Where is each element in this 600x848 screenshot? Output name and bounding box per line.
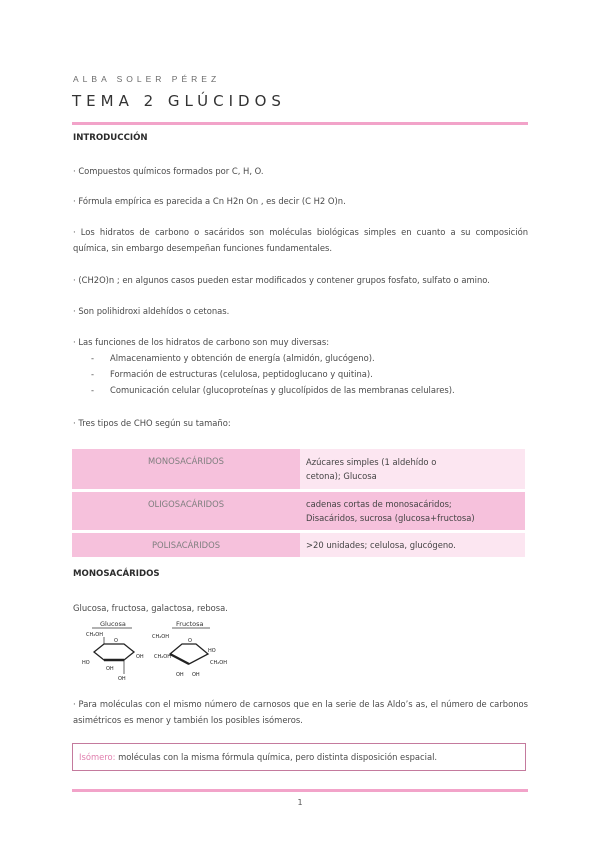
mono-paragraph: · Para moléculas con el mismo número de carnosos que en la serie de las Aldo’s as, el número de carbonos asimétricos es menor y también los posibles isómeros. — [73, 699, 528, 725]
isomer-term: Isómero: — [79, 752, 116, 762]
bottom-divider — [72, 789, 528, 792]
page-number: 1 — [297, 798, 303, 807]
sugar-structures-figure — [80, 618, 240, 688]
fructose-oh: OH — [176, 672, 184, 678]
cho-types-table — [72, 446, 525, 560]
table-row — [72, 492, 525, 530]
table-cell-desc: Azúcares simples (1 aldehído o cetona); Glucosa — [300, 449, 525, 489]
mono-heading: MONOSACÁRIDOS — [73, 569, 160, 579]
intro-paragraph: · Los hidratos de carbono o sacáridos son moléculas biológicas simples en cuanto a su composición química, sin embargo desempeñan funciones fundamentales. — [73, 227, 528, 253]
list-item: - Formación de estructuras (celulosa, peptidoglucano y quitina). — [91, 369, 373, 379]
table-cell-desc: cadenas cortas de monosacáridos; Disacáridos, sucrosa (glucosa+fructosa) — [300, 492, 525, 530]
glucose-oh: OH — [118, 676, 126, 682]
page-title: TEMA 2 GLÚCIDOS — [72, 92, 286, 110]
intro-paragraph: · Son polihidroxi aldehídos o cetonas. — [73, 306, 230, 316]
mono-paragraph: Glucosa, fructosa, galactosa, rebosa. — [73, 603, 228, 613]
table-row — [72, 533, 525, 557]
intro-paragraph: · Fórmula empírica es parecida a Cn H2n On , es decir (C H2 O)n. — [73, 196, 346, 206]
intro-paragraph: · Compuestos químicos formados por C, H, O. — [73, 166, 264, 176]
author-name: ALBA SOLER PÉREZ — [73, 74, 221, 84]
list-item: - Comunicación celular (glucoproteínas y glucolípidos de las membranas celulares). — [91, 385, 455, 395]
intro-paragraph: · Tres tipos de CHO según su tamaño: — [73, 418, 231, 428]
glucose-ring — [94, 644, 134, 660]
intro-paragraph: · Las funciones de los hidratos de carbono son muy diversas: — [73, 337, 330, 347]
glucose-oh: HO — [82, 660, 90, 666]
fructose-oh: HO — [208, 648, 216, 654]
table-cell-name: OLIGOSACÁRIDOS — [72, 492, 300, 530]
functions-list — [91, 350, 455, 398]
fructose-ch2oh: CH₂OH — [154, 654, 171, 660]
top-divider — [72, 122, 528, 125]
isomer-definition: moléculas con la misma fórmula química, pero distinta disposición espacial. — [115, 752, 438, 762]
intro-paragraph: · (CH2O)n ; en algunos casos pueden estar modificados y contener grupos fosfato, sulfato o amino. — [73, 275, 490, 285]
glucose-oh: OH — [106, 666, 114, 672]
list-item: - Almacenamiento y obtención de energía (almidón, glucógeno). — [91, 353, 375, 363]
table-cell-desc: >20 unidades; celulosa, glucógeno. — [300, 533, 525, 557]
glucose-label: Glucosa — [100, 620, 126, 628]
fructose-ring-front-edge — [170, 654, 189, 664]
fructose-ch2oh: CH₂OH — [210, 660, 227, 666]
table-cell-name: MONOSACÁRIDOS — [72, 449, 300, 489]
fructose-ring-oxygen: O — [188, 638, 192, 644]
glucose-oh: OH — [136, 654, 144, 660]
glucose-ring-oxygen: O — [114, 638, 118, 644]
fructose-oh: OH — [192, 672, 200, 678]
table-cell-name: POLISACÁRIDOS — [72, 533, 300, 557]
fructose-ring — [170, 644, 208, 664]
glucose-ch2oh: CH₂OH — [86, 632, 103, 638]
table-row — [72, 449, 525, 489]
intro-heading: INTRODUCCIÓN — [73, 133, 148, 143]
isomer-definition-box — [72, 743, 526, 771]
fructose-ch2oh: CH₂OH — [152, 634, 169, 640]
fructose-label: Fructosa — [176, 620, 204, 628]
